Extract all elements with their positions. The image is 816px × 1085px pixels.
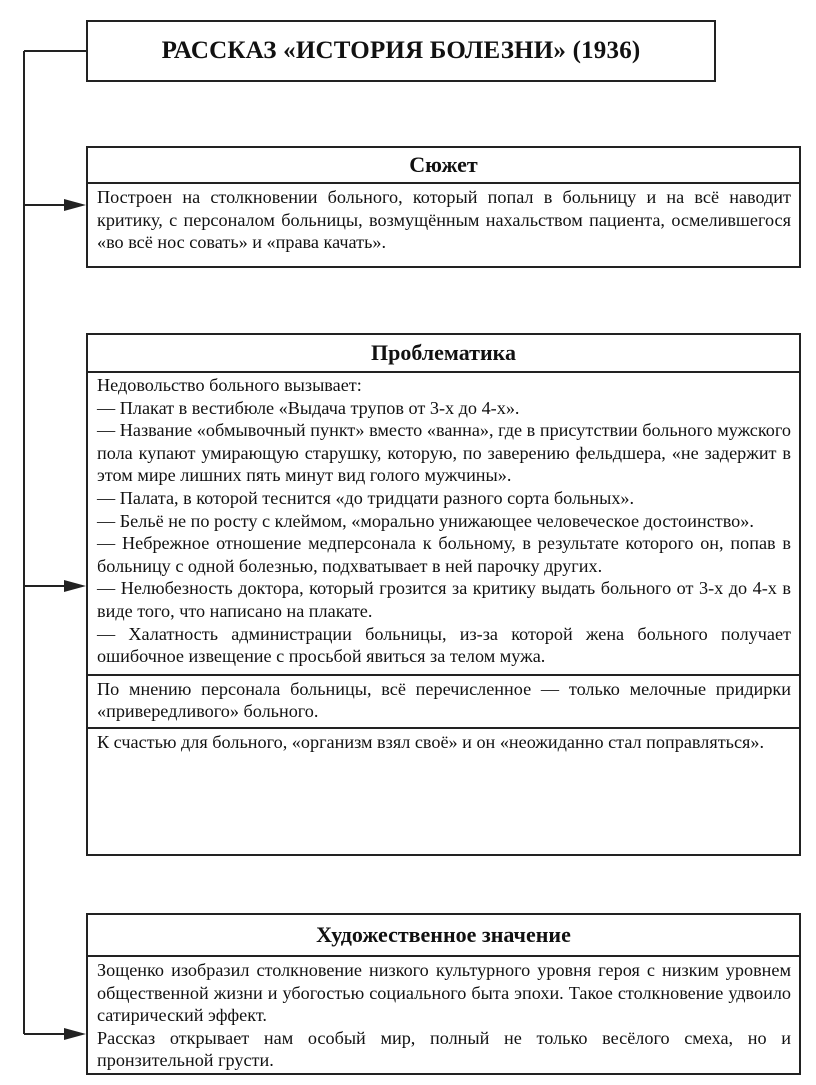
artistic-text bbox=[88, 957, 799, 1076]
artistic-box bbox=[86, 913, 801, 1075]
plot-box bbox=[86, 146, 801, 268]
problems-box bbox=[86, 333, 801, 856]
plot-heading: Сюжет bbox=[88, 148, 799, 184]
arrow-problems-icon bbox=[64, 580, 86, 592]
list-item: — Халатность администрации больницы, из-за которой жена больного получает ошибочное извещение с просьбой явиться за телом мужа. bbox=[97, 623, 791, 667]
arrow-artistic-icon bbox=[64, 1028, 86, 1040]
list-item: — Бельё не по росту с клеймом, «морально унижающее человеческое достоинство». bbox=[97, 510, 754, 531]
ending-text: К счастью для больного, «организм взял своё» и он «неожиданно стал поправляться». bbox=[97, 731, 765, 752]
list-item: — Небрежное отношение медперсонала к больному, в результате которого он, попав в больницу с одной болезнью, подхватывает в ней парочку других. bbox=[97, 533, 791, 576]
artistic-paragraph: Рассказ открывает нам особый мир, полный не только весёлого смеха, но и пронзительной грусти. bbox=[97, 1027, 791, 1071]
list-item: — Нелюбезность доктора, который грозится за критику выдать больного от 3-х до 4-х в виде того, что написано на плакате. bbox=[97, 578, 791, 621]
staff-opinion-text: По мнению персонала больницы, всё перечисленное — только мелочные придирки «привередливого» больного. bbox=[97, 678, 791, 722]
problems-intro: Недовольство больного вызывает: bbox=[97, 375, 362, 395]
list-item: — Палата, в которой теснится «до тридцати разного сорта больных». bbox=[97, 487, 635, 508]
artistic-paragraph: Зощенко изобразил столкновение низкого культурного уровня героя с низким уровнем общественной жизни и убогостью социального быта эпохи. Такое столкновение удвоило сатирический эффект. bbox=[97, 960, 791, 1026]
problems-heading: Проблематика bbox=[88, 335, 799, 373]
plot-text: Построен на столкновении больного, который попал в больницу и на всё наводит критику, с персоналом больницы, возмущённым нахальством пациента, осмелившегося «во всё нос совать» и «права качать». bbox=[97, 187, 791, 253]
arrow-plot-icon bbox=[64, 199, 86, 211]
list-item: — Плакат в вестибюле «Выдача трупов от 3-х до 4-х». bbox=[97, 397, 520, 418]
problems-list bbox=[88, 373, 799, 674]
title-box bbox=[86, 20, 716, 82]
staff-opinion bbox=[88, 676, 799, 727]
list-item: — Название «обмывочный пункт» вместо «ванна», где в присутствии больного мужского пола купают умирающую старушку, которую, по заверению фельдшера, «не задержит в этом мире лишних пять минут вид голого мужчины». bbox=[97, 420, 791, 486]
artistic-heading: Художественное значение bbox=[88, 915, 799, 957]
page-title: РАССКАЗ «ИСТОРИЯ БОЛЕЗНИ» (1936) bbox=[161, 37, 641, 64]
ending bbox=[88, 729, 799, 758]
